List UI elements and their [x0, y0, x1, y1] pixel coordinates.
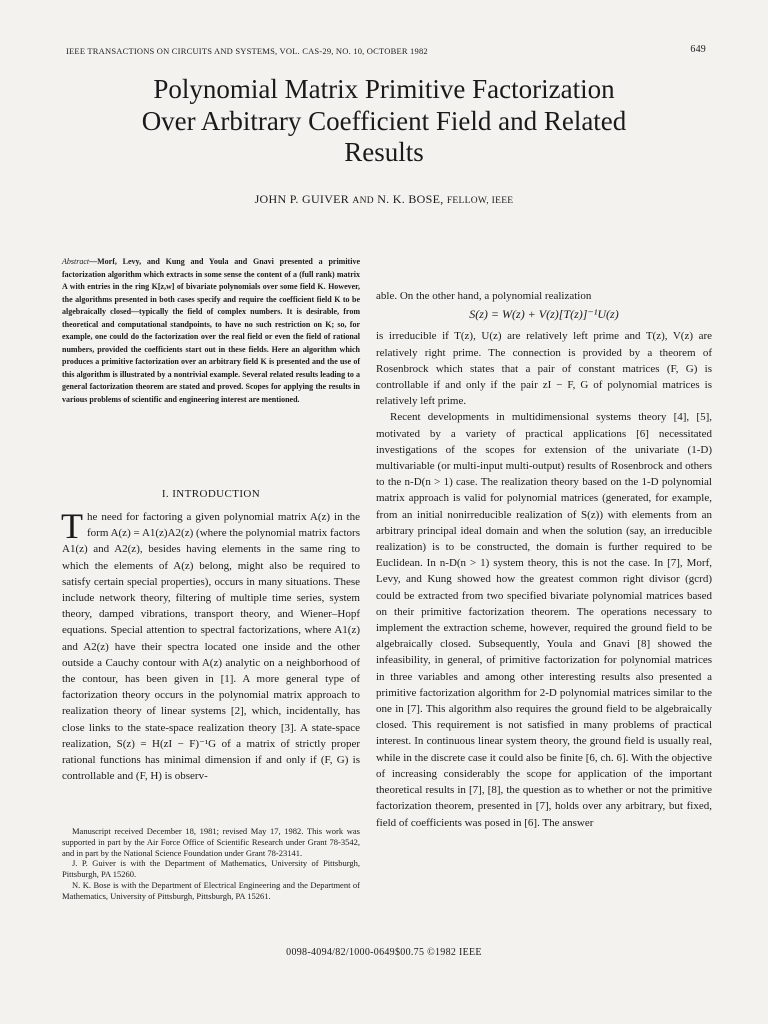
introduction-text [61, 506, 360, 784]
paragraph-continuation: able. On the other hand, a polynomial realization [376, 290, 592, 302]
copyright-footer: 0098-4094/82/1000-0649$00.75 ©1982 IEEE [286, 947, 482, 958]
author-2-title: FELLOW, IEEE [446, 196, 514, 206]
abstract-body: —Morf, Levy, and Kung and Youla and Gnavi presented a primitive factorization algorithm which extracts in some sense the content of a (full rank) matrix A with entries in the ring K[z,w] of bivariate polynomials over some field K. However, the algorithms presented in both cases specify and require the coefficient field K to be algebraically closed—typically the field of complex numbers. It is desirable, from theoretical and computational standpoints, to have no such restriction on K; so, for example, one could do the factorization over the real field or even the field of rational numbers, provided the coefficients start out in these fields. Here an algorithm which produces a primitive factorization over an arbitrary field K is presented and the use of this algorithm is illustrated by a nontrivial example. Several related results leading to a general factorization theorem are stated and proved. Scopes for applying the results in various problems of scientific and engineering interest are mentioned. [62, 257, 360, 404]
title-line-3: Results [344, 137, 424, 167]
right-column-text [376, 288, 712, 831]
footnotes [62, 826, 360, 902]
title-line-1: Polynomial Matrix Primitive Factorization [153, 74, 615, 104]
author-1: JOHN P. GUIVER [254, 192, 350, 206]
title-line-2: Over Arbitrary Coefficient Field and Related [141, 105, 627, 136]
footnote-manuscript: Manuscript received December 18, 1981; revised May 17, 1982. This work was supported in part by the Air Force Office of Scientific Research under Grant 78-3542, and in part by the National Science Foundation under Grant 78-23141. [62, 826, 360, 858]
journal-citation: IEEE TRANSACTIONS ON CIRCUITS AND SYSTEMS, VOL. CAS-29, NO. 10, OCTOBER 1982 [66, 46, 428, 56]
abstract-lead: Abstract [62, 257, 90, 266]
paragraph-recent-developments: Recent developments in multidimensional systems theory [4], [5], motivated by a variety of practical applications [6] necessitated investigations of the scopes for extension of the univariate (1-D) multivariable (or multi-input multi-output) results of Rosenbrock and others to the n-D(n > 1) case. The realization theory based on the 1-D polynomial matrix approach is valid for polynomial matrices (generated, for example, from an initial nonirreducible realization of S(z)) with elements from an arbitrary principal ideal domain and when the solution (say, an irreducible realization) is to be constructed, the domain is further required to be Euclidean. In n-D(n > 1) system theory, this is not the case. In [7], Morf, Levy, and Kung showed how the greatest common right divisor (gcrd) could be extracted from two specified bivariate polynomial matrices based on their primitive factorization theorem. The operations necessary to implement the extraction scheme, however, required the ground field to be algebraically closed. Subsequently, Youla and Gnavi [8] showed the infeasibility, in general, of primitive factorization for polynomial matrices in three variables and among other interesting results also presented a primitive factorization algorithm for 2-D polynomial matrices similar to the one in [7]. This algorithm also requires the ground field to be algebraically closed. This requirement is not satisfied in many problems of practical interest. In continuous linear system theory, the ground field is usually real, while in the discrete case it could also be finite [6, ch. 6]. With the objective of increasing considerably the scope for application of the important theoretical results in [7], [8], the question as to whether or not the primitive factorization theorem, presented in [7], holds over any arbitrary, but fixed, field of coefficients was posed in [6]. The answer [376, 411, 712, 829]
section-heading: I. INTRODUCTION [161, 488, 261, 500]
page-number: 649 [690, 44, 706, 55]
author-line [0, 192, 768, 207]
footnote-author-1: J. P. Guiver is with the Department of Mathematics, University of Pittsburgh, Pittsburgh, PA 15260. [62, 858, 360, 880]
author-conjunction: AND [352, 196, 374, 206]
footnote-author-2: N. K. Bose is with the Department of Electrical Engineering and the Department of Mathematics, University of Pittsburgh, Pittsburgh, PA 15261. [62, 879, 360, 901]
drop-cap: T [61, 506, 83, 546]
author-2: N. K. BOSE, [377, 192, 444, 206]
running-header [66, 44, 706, 58]
paper-title [40, 74, 728, 169]
realization-equation: S(z) = W(z) + V(z)[T(z)]⁻¹U(z) [469, 307, 619, 322]
intro-body: he need for factoring a given polynomial matrix A(z) in the form A(z) = A1(z)A2(z) (where the polynomial matrix factors A1(z) and A2(z), besides having elements in the same ring to which the elements of A(z) belong, might also be required to satisfy certain special properties), occurs in many situations. These include network theory, filtering of multiple time series, system theory, damped vibrations, transport theory, and Wiener–Hopf equations. Special attention to spectral factorizations, where A1(z) and A2(z) have their spectra located one inside and the other outside a Cauchy contour with A(z) analytic on a neighborhood of the contour, has been given in [1]. A more general type of factorization theory occurs in the polynomial matrix approach to realization theory of linear systems [2], which, incidentally, has close links to the state-space realization theory [3]. A state-space realization, S(z) = H(zI − F)⁻¹G of a matrix of strictly proper rational functions has minimal dimension if and only if (F, G) is controllable and (F, H) is observ- [62, 511, 360, 783]
paragraph-irreducible: is irreducible if T(z), U(z) are relatively left prime and T(z), V(z) are relatively right prime. The connection is provided by a theorem of Rosenbrock which states that a pair of constant matrices (F, G) is controllable if and only if the pair zI − F, G of polynomial matrices is relatively left prime. [376, 330, 712, 408]
abstract [62, 256, 360, 406]
